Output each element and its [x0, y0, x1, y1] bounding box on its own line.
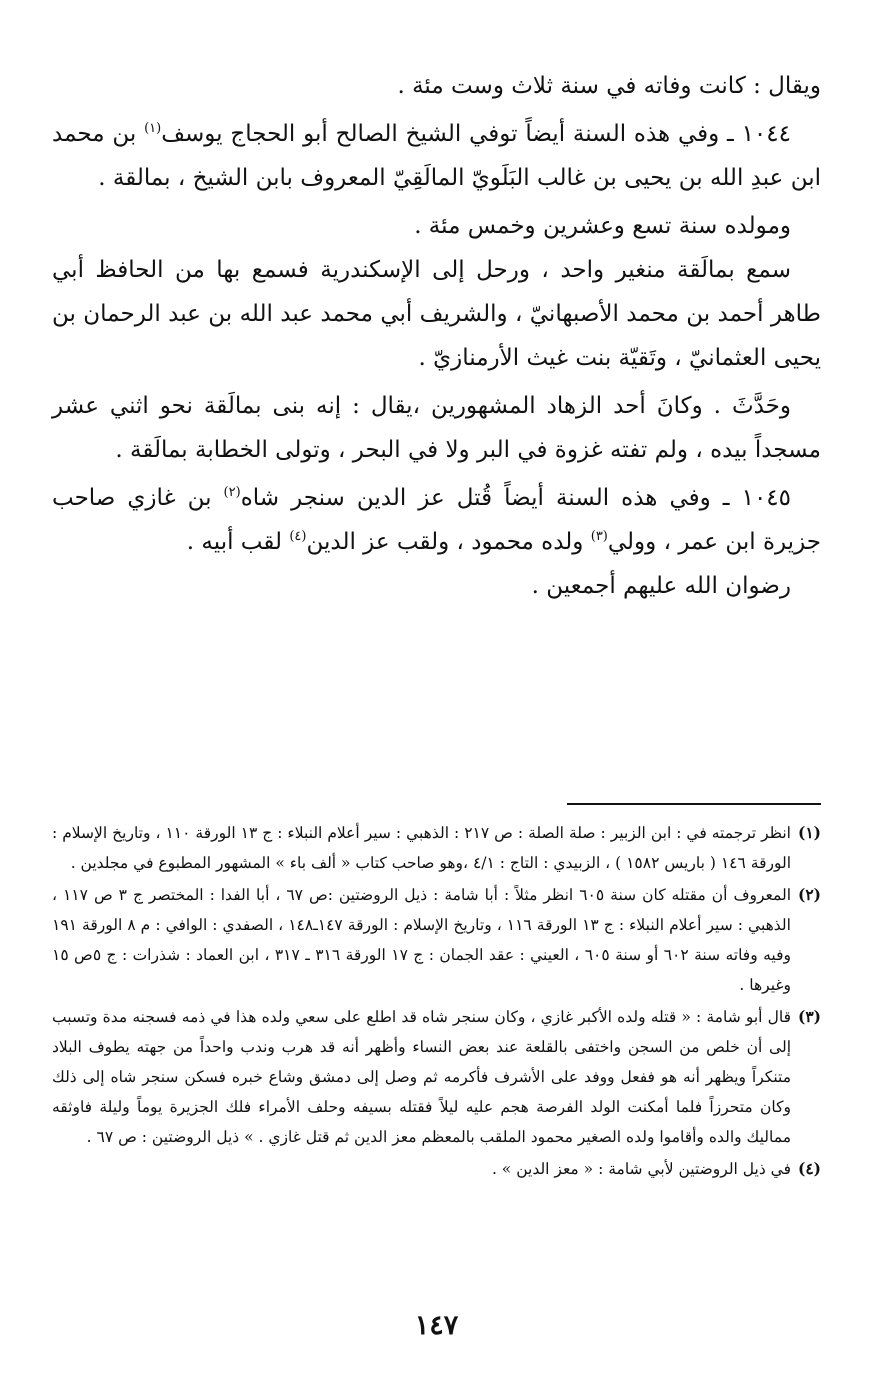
paragraph-text: بن غازي صاحب جزيرة ابن عمر ، وولي [52, 485, 821, 555]
paragraph-text: ١٠٤٥ ـ وفي هذه السنة أيضاً قُتل عز الدين سنجر شاه [240, 485, 792, 511]
paragraph-text: رضوان الله عليهم أجمعين . [531, 573, 791, 599]
paragraph-text: وحَدَّثَ . وكانَ أحد الزهاد المشهورين ،يقال : إنه بنى بمالَقة نحو اثني عشر مسجداً بيده ، ولم تفته غزوة في البر ولا في البحر ، وتولى الخطابة بمالَقة . [52, 393, 821, 463]
footnote-ref-4[interactable]: (٤) [289, 529, 307, 544]
paragraph-text: سمع بمالَقة منغير واحد ، ورحل إلى الإسكندرية فسمع بها من الحافظ أبي طاهر أحمد بن محمد الأصبهانيّ ، والشريف أبي محمد عبد الله بن عبد الرحمان بن يحيى العثمانيّ ، وتَقيّة بنت غيث الأرمنازيّ . [52, 257, 821, 371]
footnote-1 [52, 818, 821, 878]
footnote-ref-3[interactable]: (٣) [590, 529, 608, 544]
paragraph-1 [52, 64, 821, 108]
paragraph-text: لقب أبيه . [186, 529, 290, 555]
footnote-number: (١) [797, 823, 821, 842]
footnote-text: المعروف أن مقتله كان سنة ٦٠٥ انظر مثلاً : أبا شامة : ذيل الروضتين :ص ٦٧ ، أبا الفدا : المختصر ج ٣ ص ١١٧ ، الذهبي : سير أعلام النبلاء : ج ١٣ الورقة ١١٦ ، وتاريخ الإسلام : الورقة ١٤٧ـ١٤٨ ، الصفدي : الوافي : م ٨ الورقة ١٩١ وفيه وفاته سنة ٦٠٢ أو سنة ٦٠٥ ، العيني : عقد الجمان : ج ١٧ الورقة ٣١٦ ـ ٣١٧ ، ابن العماد : شذرات : ج ٥ص ١٥ وغيرها . [52, 886, 792, 994]
paragraph-text: ويقال : كانت وفاته في سنة ثلاث وست مئة . [397, 73, 821, 99]
footnote-3 [52, 1002, 821, 1152]
footnote-number: (٤) [797, 1159, 821, 1178]
footnotes [52, 818, 821, 1186]
footnote-divider [567, 803, 821, 805]
footnote-number: (٢) [797, 885, 821, 904]
paragraph-text: بن محمد ابن عبدِ الله بن يحيى بن غالب البَلَويّ المالَقِيّ المعروف بابن الشيخ ، بمالقة . [52, 121, 821, 191]
footnote-number: (٣) [797, 1007, 821, 1026]
footnote-ref-2[interactable]: (٢) [223, 485, 241, 500]
footnote-4 [52, 1154, 821, 1184]
paragraph-teachers [52, 248, 821, 380]
main-text [52, 64, 821, 608]
footnote-text: قال أبو شامة : « قتله ولده الأكبر غازي ، وكان سنجر شاه قد اطلع على سعي ولده هذا في ذمه فسجنه مدة وتسبب إلى أن خلص من السجن واختفى بالقلعة عند بعض النساء وأظهر أنه قد هرب وندب واحداً من جهته يطوف البلاد متنكراً ويظهر أنه هو ففعل ووفد على الأشرف فأكرمه ثم وصل إلى دمشق وشاع خبره فسكن سنجر شاه إلى ذلك وكان متحرزاً فلما أمكنت الولد الفرصة هجم عليه ليلاً فقتله بسيفه وحلف الأمراء فلك الجزيرة يوماً وليلة فاوثقه مماليك والده وأقاموا ولده الصغير محمود الملقب بالمعظم معز الدين ثم قتل غازي . » ذيل الروضتين : ص ٦٧ . [52, 1008, 791, 1146]
footnote-text: في ذيل الروضتين لأبي شامة : « معز الدين » . [491, 1160, 791, 1178]
footnote-ref-1[interactable]: (١) [144, 121, 162, 136]
entry-1044 [52, 112, 821, 200]
paragraph-birth [52, 204, 821, 248]
paragraph-text: ولده محمود ، ولقب عز الدين [306, 529, 591, 555]
paragraph-ascetic [52, 384, 821, 472]
paragraph-text: ١٠٤٤ ـ وفي هذه السنة أيضاً توفي الشيخ الصالح أبو الحجاج يوسف [161, 121, 791, 147]
page-number: ١٤٧ [414, 1310, 459, 1341]
paragraph-closing [52, 564, 821, 608]
paragraph-text: ومولده سنة تسع وعشرين وخمس مئة . [414, 213, 791, 239]
footnote-2 [52, 880, 821, 1000]
entry-1045 [52, 476, 821, 564]
footnote-text: انظر ترجمته في : ابن الزبير : صلة الصلة : ص ٢١٧ : الذهبي : سير أعلام النبلاء : ج ١٣ الورقة ١١٠ ، وتاريخ الإسلام : الورقة ١٤٦ ( باريس ١٥٨٢ ) ، الزبيدي : التاج : ٤/١ ،وهو صاحب كتاب « ألف باء » المشهور المطبوع في مجلدين . [52, 824, 791, 872]
